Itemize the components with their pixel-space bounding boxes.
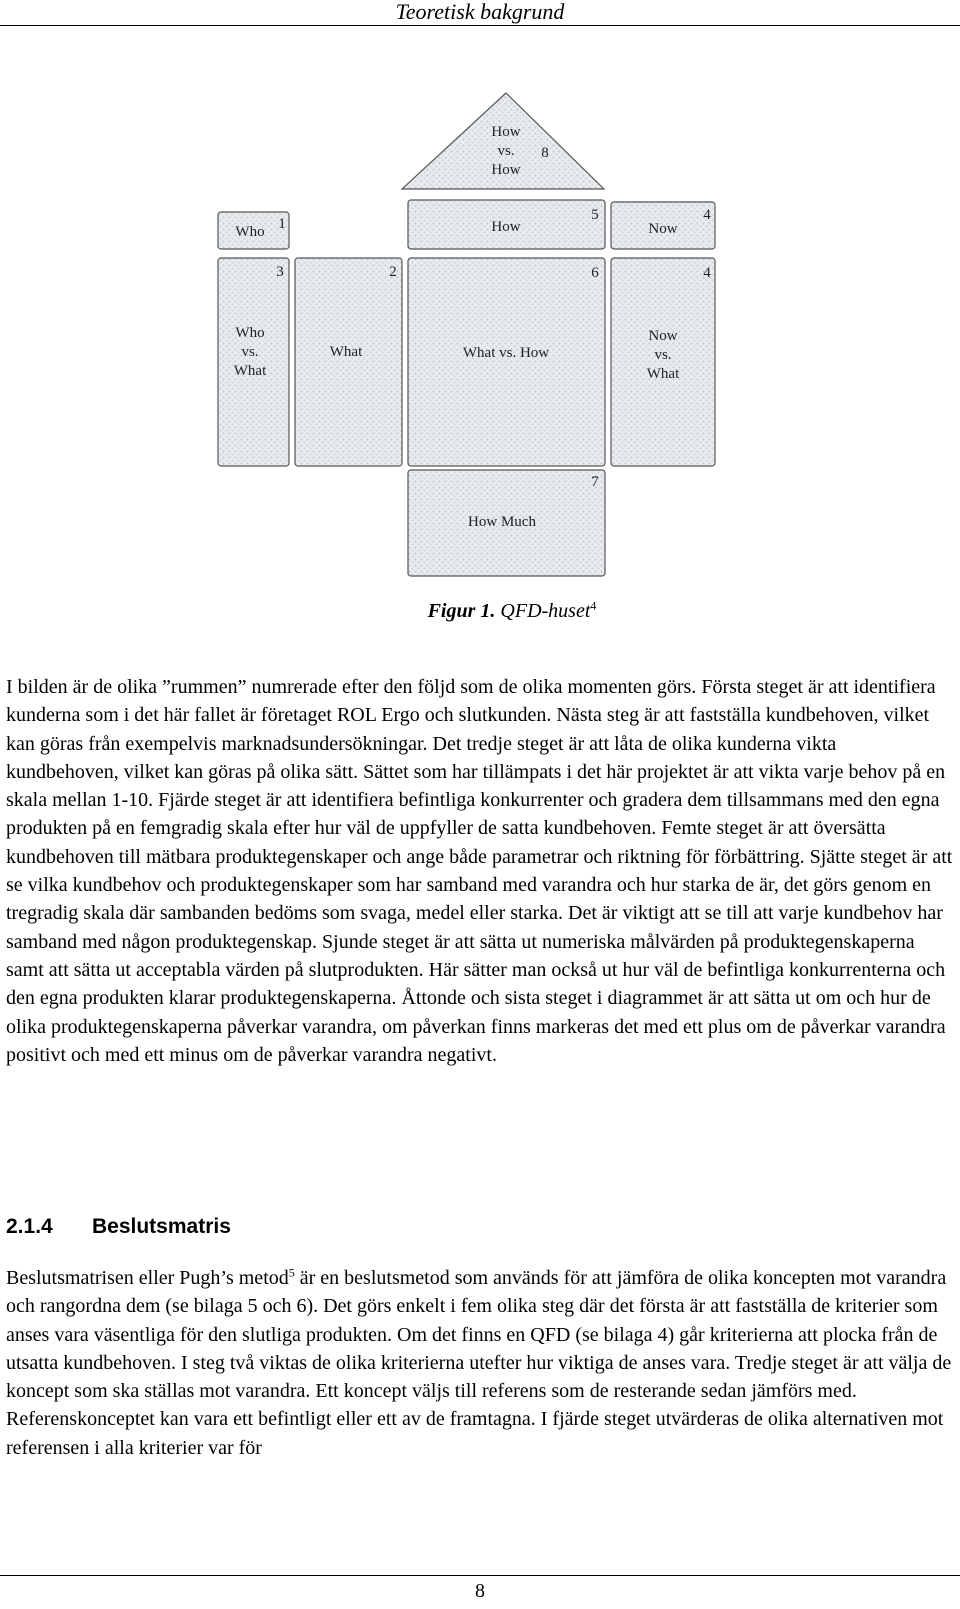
qfd-house-diagram [200, 80, 720, 580]
body-paragraph-decision-matrix [6, 1264, 954, 1462]
what-number: 2 [389, 264, 397, 280]
how-number: 5 [591, 207, 599, 223]
figure-caption-label: Figur 1. [427, 600, 496, 622]
now-vs-what-line1: Now [648, 328, 678, 344]
room-roof [402, 93, 604, 189]
how-much-label: How Much [468, 514, 536, 530]
figure-caption-footnote: 4 [590, 598, 597, 613]
who-vs-what-line1: Who [235, 325, 265, 341]
roof-label-line1: How [491, 124, 521, 140]
figure-caption-title: QFD-huset [500, 600, 591, 622]
paragraph2-rest: är en beslutsmetod som används för att jämföra de olika koncepten mot varandra och rangordna dem (se bilaga 5 och 6). Det görs enkelt i fem olika steg där det första är att fastställa de kriterier som anses vara väsentliga för den slutliga produkten. Om det finns en QFD (se bilaga 4) går kriterierna att plocka från de utsatta kundbehoven. I steg två viktas de olika kriterierna utefter hur viktiga de anses vara. Tredje steget är att välja de koncept som ska ställas mot varandra. Ett koncept väljs till referens som de resterande sedan jämförs med. Referenskonceptet kan vara ett befintligt eller ett av de framtagna. I fjärde steget utvärderas de olika alternativen mot referensen i alla kriterier var för [6, 1267, 952, 1459]
now-label: Now [648, 221, 678, 237]
room-now-vs-what [611, 258, 715, 466]
paragraph2-footnote-ref: 5 [288, 1265, 295, 1280]
running-header: Teoretisk bakgrund [395, 0, 565, 24]
room-how-much [408, 470, 605, 576]
who-vs-what-line2: vs. [241, 344, 259, 360]
who-label: Who [235, 224, 265, 240]
now-vs-what-number: 4 [703, 265, 711, 281]
paragraph2-lead: Beslutsmatrisen eller Pugh’s metod [6, 1267, 289, 1289]
room-how [408, 200, 605, 249]
who-vs-what-line3: What [233, 363, 267, 379]
room-now [611, 202, 715, 249]
section-title: Beslutsmatris [92, 1215, 231, 1238]
figure-caption [0, 600, 960, 623]
how-label: How [491, 219, 521, 235]
who-number: 1 [278, 216, 286, 232]
roof-number: 8 [541, 145, 549, 161]
how-much-number: 7 [591, 474, 599, 490]
section-heading [6, 1215, 231, 1239]
what-label: What [329, 344, 363, 360]
now-number: 4 [703, 207, 711, 223]
header-rule [0, 25, 960, 26]
roof-label-line3: How [491, 162, 521, 178]
section-number: 2.1.4 [6, 1215, 53, 1238]
now-vs-what-line2: vs. [654, 347, 672, 363]
what-vs-how-number: 6 [591, 265, 599, 281]
what-vs-how-label: What vs. How [462, 345, 550, 361]
footer-rule [0, 1575, 960, 1576]
who-vs-what-number: 3 [276, 264, 284, 280]
body-paragraph-qfd-steps: I bilden är de olika ”rummen” numrerade efter den följd som de olika momenten görs. Första steget är att identifiera kunderna som i det här fallet är företaget ROL Ergo och slutkunden. Nästa steg är att fastställa kundbehoven, vilket kan göras från exempelvis marknadsundersökningar. Det tredje steget är att låta de olika kunderna vikta kundbehoven, vilket kan göras på olika sätt. Sättet som har tillämpats i det här projektet är att vikta varje behov på en skala mellan 1-10. Fjärde steget är att identifiera befintliga konkurrenter och gradera dem tillsammans med den egna produkten på en femgradig skala efter hur väl de uppfyller de satta kundbehoven. Femte steget är att översätta kundbehoven till mätbara produktegenskaper och ange både parametrar och riktning för förbättring. Sjätte steget är att se vilka kundbehov och produktegenskaper som har samband med varandra och hur starka de är, det görs genom en tregradig skala där sambanden bedöms som svaga, medel eller starka. Det är viktigt att se till att varje kundbehov har samband med någon produktegenskap. Sjunde steget är att sätta ut numeriska målvärden på produktegenskaperna samt att sätta ut acceptabla värden på slutprodukten. Här sätter man också ut hur väl de befintliga konkurrenterna och den egna produkten klarar produktegenskaperna. Åttonde och sista steget i diagrammet är att sätta ut om och hur de olika produktegenskaperna påverkar varandra, om påverkan finns markeras det med ett plus om de påverkar varandra positivt och med ett minus om de påverkar varandra negativt. [6, 676, 953, 1066]
roof-label-line2: vs. [497, 143, 515, 159]
room-who-vs-what [218, 258, 289, 466]
page-number: 8 [475, 1580, 485, 1602]
room-what-vs-how [408, 258, 605, 466]
room-what [295, 258, 402, 466]
room-who [218, 212, 289, 249]
now-vs-what-line3: What [646, 366, 680, 382]
